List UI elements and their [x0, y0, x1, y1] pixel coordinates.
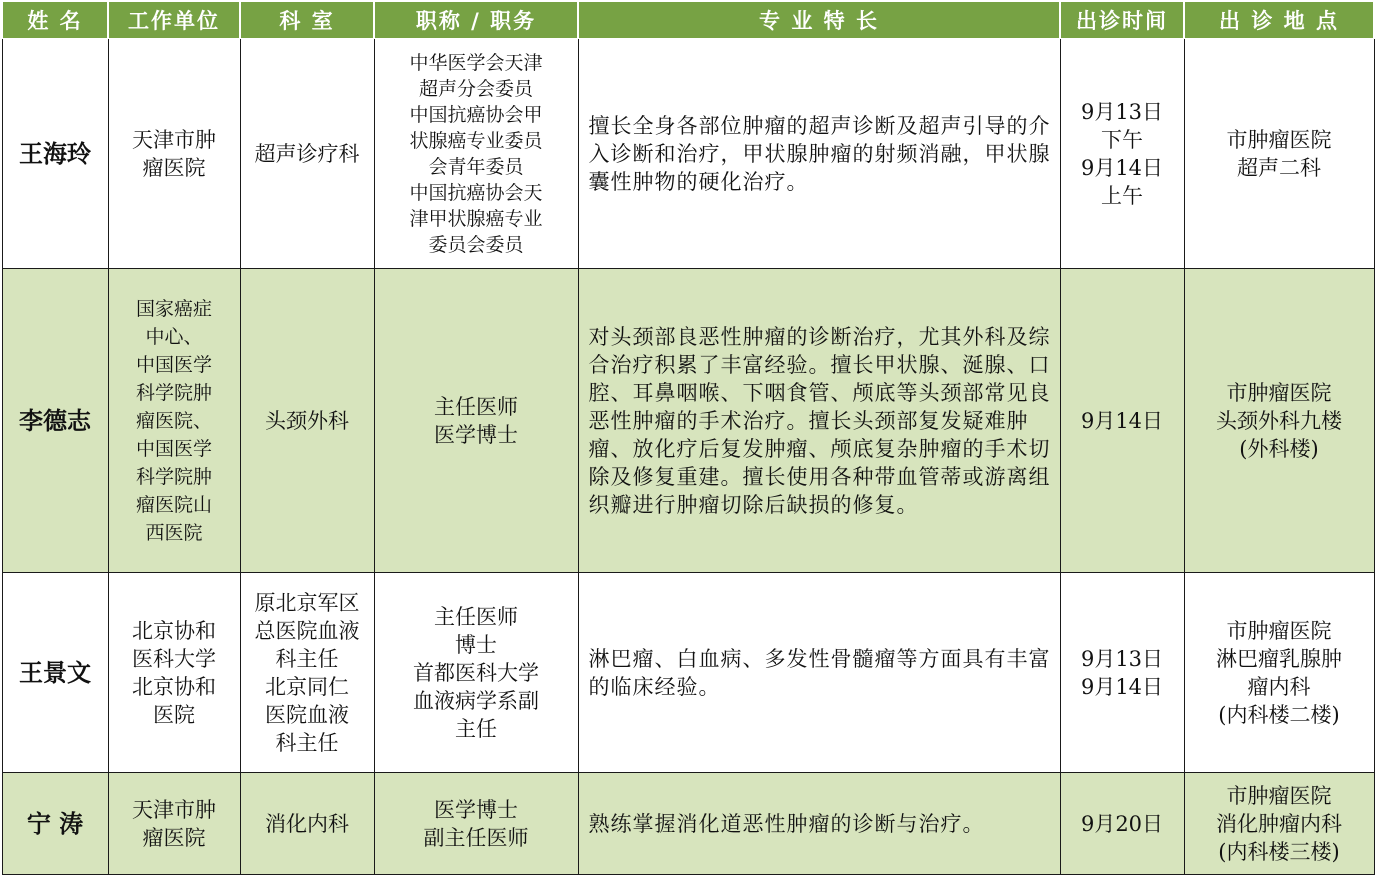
clinic-location-line: (内科楼三楼): [1218, 839, 1340, 864]
clinic-location: [1184, 269, 1374, 573]
job-title-line: 中国抗癌协会甲: [409, 103, 543, 126]
table-row: [2, 573, 1374, 773]
job-title-line: 博士: [455, 632, 497, 657]
job-title-line: 津甲状腺癌专业: [409, 207, 543, 230]
department-line: 科主任: [275, 730, 339, 755]
job-title-line: 委员会委员: [428, 233, 524, 256]
doctor-name: 王海玲: [2, 39, 108, 269]
clinic-time: [1060, 39, 1184, 269]
clinic-location-line: 市肿瘤医院: [1226, 127, 1332, 152]
doctor-name: 王景文: [2, 573, 108, 773]
job-title: [374, 573, 578, 773]
clinic-location-line: 瘤内科: [1247, 674, 1311, 699]
clinic-time-line: 9月20日: [1080, 811, 1164, 836]
work-unit-line: 西医院: [145, 521, 203, 544]
job-title: [374, 269, 578, 573]
clinic-time-line: 9月13日: [1080, 646, 1164, 671]
clinic-location-line: (外科楼): [1239, 436, 1319, 461]
work-unit-line: 天津市肿: [132, 797, 216, 822]
clinic-location: [1184, 39, 1374, 269]
job-title-line: 主任: [455, 716, 497, 741]
header-name: 姓 名: [2, 2, 108, 39]
clinic-location-line: 头颈外科九楼: [1216, 408, 1342, 433]
expertise: 熟练掌握消化道恶性肿瘤的诊断与治疗。: [578, 773, 1060, 875]
header-dept: 科 室: [240, 2, 374, 39]
work-unit-line: 国家癌症: [135, 297, 212, 320]
work-unit-line: 科学院肿: [135, 381, 212, 404]
work-unit-line: 北京协和: [132, 674, 216, 699]
department: [240, 269, 374, 573]
header-title: 职称 / 职务: [374, 2, 578, 39]
work-unit-line: 瘤医院: [142, 155, 206, 180]
department-line: 总医院血液: [254, 618, 360, 643]
work-unit: [108, 773, 240, 875]
header-unit: 工作单位: [108, 2, 240, 39]
work-unit-line: 中心、: [145, 325, 203, 348]
job-title: [374, 773, 578, 875]
clinic-location: [1184, 573, 1374, 773]
department-line: 科主任: [275, 646, 339, 671]
header-row: [2, 2, 1374, 39]
work-unit-line: 瘤医院山: [135, 493, 212, 516]
clinic-time: [1060, 773, 1184, 875]
job-title-line: 主任医师: [434, 604, 518, 629]
work-unit-line: 科学院肿: [135, 465, 212, 488]
table-row: [2, 269, 1374, 573]
header-time: 出诊时间: [1060, 2, 1184, 39]
job-title-line: 状腺癌专业委员: [409, 129, 543, 152]
clinic-time-line: 9月14日: [1080, 155, 1164, 180]
work-unit-line: 瘤医院、: [135, 409, 212, 432]
department-line: 医院血液: [265, 702, 349, 727]
work-unit: [108, 39, 240, 269]
job-title-line: 血液病学系副: [413, 688, 539, 713]
clinic-location-line: 超声二科: [1237, 155, 1321, 180]
clinic-location-line: 市肿瘤医院: [1226, 380, 1332, 405]
department-line: 头颈外科: [265, 408, 349, 433]
clinic-location-line: (内科楼二楼): [1218, 702, 1340, 727]
job-title-line: 医学博士: [434, 797, 518, 822]
clinic-time: [1060, 573, 1184, 773]
clinic-time: [1060, 269, 1184, 573]
department: [240, 39, 374, 269]
job-title: [374, 39, 578, 269]
job-title-line: 会青年委员: [428, 155, 524, 178]
work-unit: [108, 573, 240, 773]
clinic-location-line: 淋巴瘤乳腺肿: [1216, 646, 1342, 671]
table-row: [2, 773, 1374, 875]
work-unit: [108, 269, 240, 573]
work-unit-line: 中国医学: [135, 437, 212, 460]
work-unit-line: 瘤医院: [142, 825, 206, 850]
department-line: 消化内科: [265, 811, 349, 836]
department: [240, 773, 374, 875]
clinic-time-line: 9月14日: [1080, 674, 1164, 699]
work-unit-line: 中国医学: [135, 353, 212, 376]
clinic-location-line: 消化肿瘤内科: [1216, 811, 1342, 836]
doctor-name: 宁 涛: [2, 773, 108, 875]
clinic-location: [1184, 773, 1374, 875]
department-line: 北京同仁: [265, 674, 349, 699]
doctor-name: 李德志: [2, 269, 108, 573]
table-row: [2, 39, 1374, 269]
job-title-line: 中华医学会天津: [409, 51, 543, 74]
job-title-line: 超声分会委员: [418, 77, 533, 100]
expertise: 对头颈部良恶性肿瘤的诊断治疗，尤其外科及综合治疗积累了丰富经验。擅长甲状腺、涎腺、口腔、耳鼻咽喉、下咽食管、颅底等头颈部常见良恶性肿瘤的手术治疗。擅长头颈部复发疑难肿瘤、放化疗后复发肿瘤、颅底复杂肿瘤的手术切除及修复重建。擅长使用各种带血管蒂或游离组织瓣进行肿瘤切除后缺损的修复。: [578, 269, 1060, 573]
clinic-time-line: 下午: [1101, 127, 1143, 152]
department-line: 超声诊疗科: [254, 141, 360, 166]
work-unit-line: 医科大学: [132, 646, 216, 671]
clinic-location-line: 市肿瘤医院: [1226, 783, 1332, 808]
work-unit-line: 北京协和: [132, 618, 216, 643]
job-title-line: 主任医师: [434, 394, 518, 419]
job-title-line: 医学博士: [434, 422, 518, 447]
department: [240, 573, 374, 773]
clinic-time-line: 上午: [1101, 183, 1143, 208]
doctor-schedule-table: [1, 1, 1375, 875]
job-title-line: 首都医科大学: [413, 660, 539, 685]
department-line: 原北京军区: [254, 590, 360, 615]
header-location: 出 诊 地 点: [1184, 2, 1374, 39]
job-title-line: 副主任医师: [423, 825, 529, 850]
job-title-line: 中国抗癌协会天: [409, 181, 543, 204]
expertise: 淋巴瘤、白血病、多发性骨髓瘤等方面具有丰富的临床经验。: [578, 573, 1060, 773]
expertise: 擅长全身各部位肿瘤的超声诊断及超声引导的介入诊断和治疗，甲状腺肿瘤的射频消融，甲状腺囊性肿物的硬化治疗。: [578, 39, 1060, 269]
clinic-location-line: 市肿瘤医院: [1226, 618, 1332, 643]
work-unit-line: 医院: [153, 702, 195, 727]
header-expertise: 专 业 特 长: [578, 2, 1060, 39]
work-unit-line: 天津市肿: [132, 127, 216, 152]
clinic-time-line: 9月13日: [1080, 99, 1164, 124]
clinic-time-line: 9月14日: [1080, 408, 1164, 433]
